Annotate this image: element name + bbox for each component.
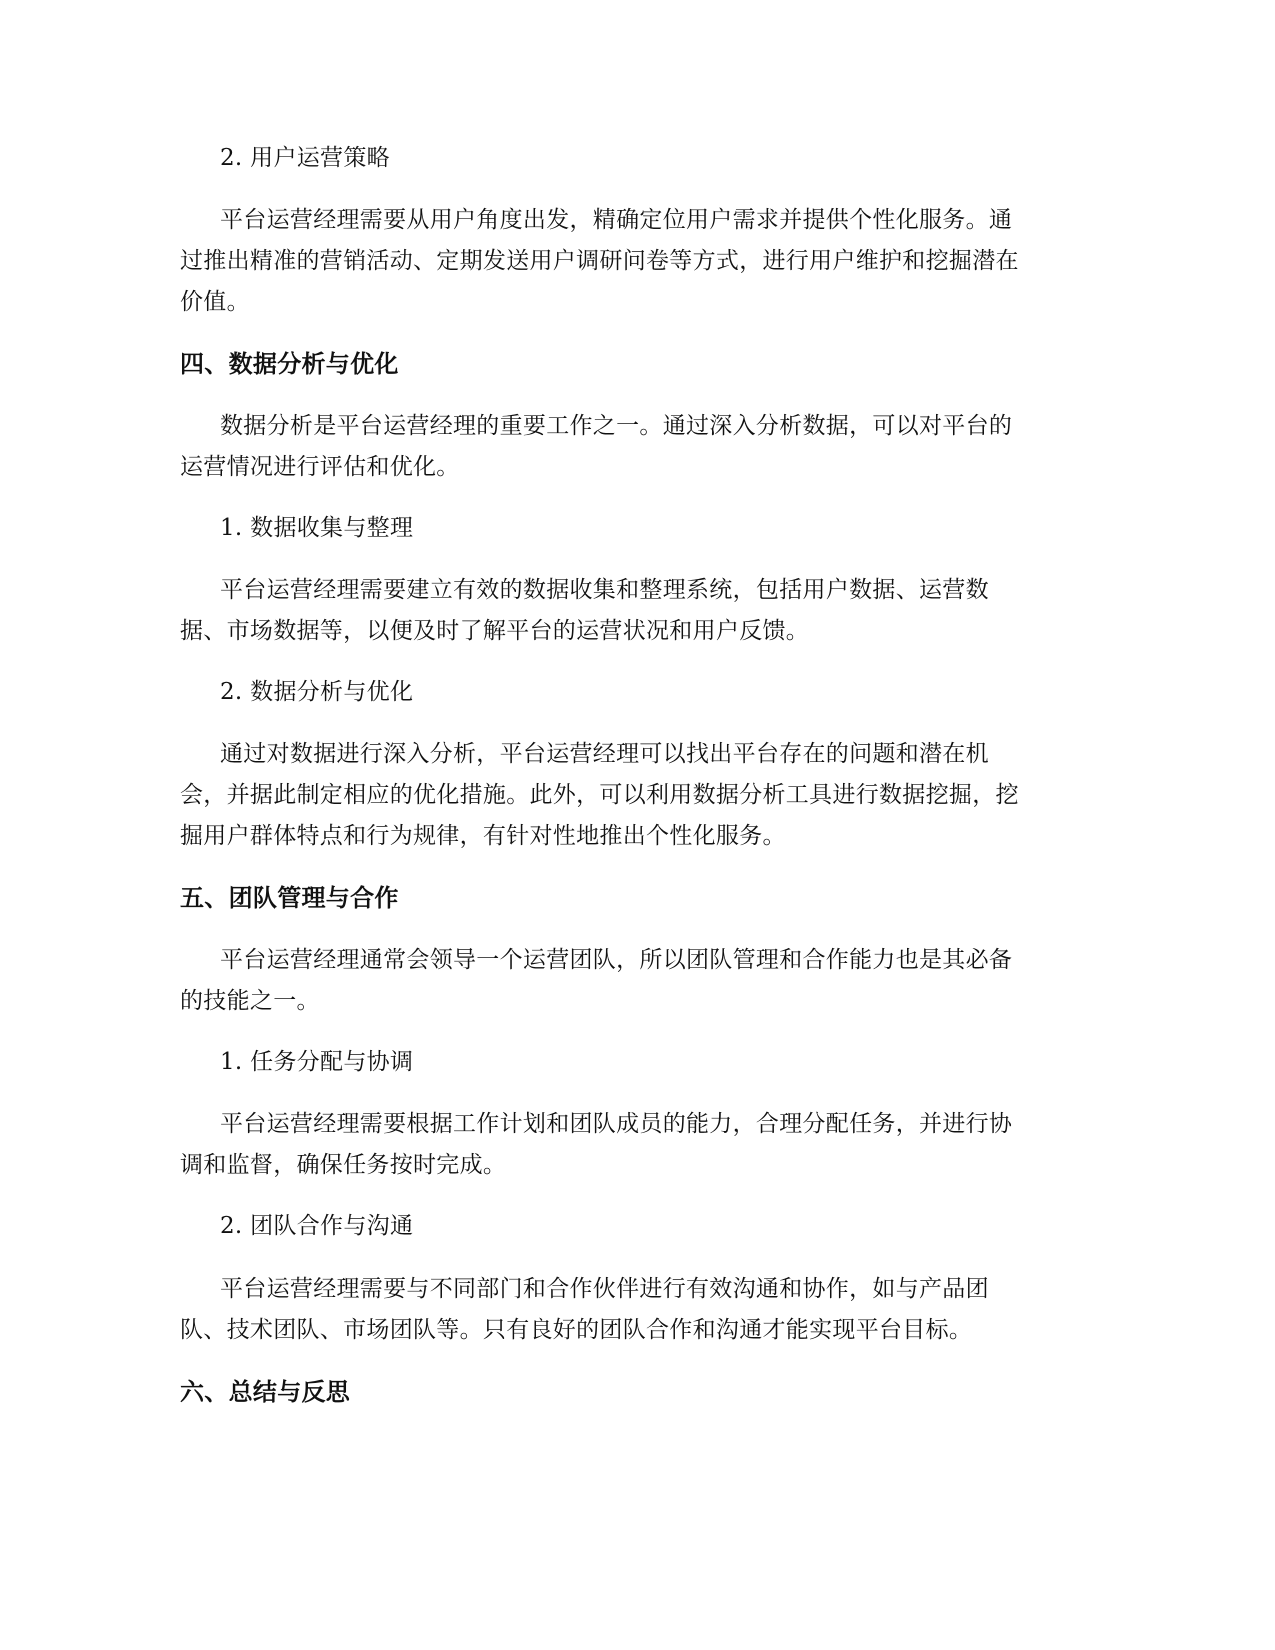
paragraph-line: 据、市场数据等，以便及时了解平台的运营状况和用户反馈。 [180,618,810,644]
subheading-team-cooperation: 2. 团队合作与沟通 [220,1213,414,1239]
paragraph-line: 平台运营经理需要与不同部门和合作伙伴进行有效沟通和协作，如与产品团 [220,1276,989,1302]
paragraph-line: 的技能之一。 [180,988,320,1014]
section-heading-team-management: 五、团队管理与合作 [180,884,399,912]
paragraph-line: 过推出精准的营销活动、定期发送用户调研问卷等方式，进行用户维护和挖掘潜在 [180,248,1019,274]
subheading-task-assignment: 1. 任务分配与协调 [220,1049,414,1075]
paragraph-line: 价值。 [180,289,250,315]
paragraph-line: 掘用户群体特点和行为规律，有针对性地推出个性化服务。 [180,823,786,849]
paragraph-line: 平台运营经理需要根据工作计划和团队成员的能力，合理分配任务，并进行协 [220,1111,1013,1137]
subheading-data-collection: 1. 数据收集与整理 [220,515,414,541]
paragraph-line: 数据分析是平台运营经理的重要工作之一。通过深入分析数据，可以对平台的 [220,413,1013,439]
paragraph-line: 平台运营经理需要从用户角度出发，精确定位用户需求并提供个性化服务。通 [220,207,1013,233]
paragraph-line: 通过对数据进行深入分析，平台运营经理可以找出平台存在的问题和潜在机 [220,741,989,767]
section-heading-data-analysis: 四、数据分析与优化 [180,350,399,378]
paragraph-line: 调和监督，确保任务按时完成。 [180,1152,507,1178]
subheading-data-analysis-optimization: 2. 数据分析与优化 [220,679,414,705]
paragraph-line: 队、技术团队、市场团队等。只有良好的团队合作和沟通才能实现平台目标。 [180,1317,973,1343]
paragraph-line: 运营情况进行评估和优化。 [180,454,460,480]
paragraph-line: 平台运营经理需要建立有效的数据收集和整理系统，包括用户数据、运营数 [220,577,989,603]
section-heading-summary: 六、总结与反思 [180,1378,351,1406]
subheading-user-operation-strategy: 2. 用户运营策略 [220,145,390,171]
paragraph-line: 会，并据此制定相应的优化措施。此外，可以利用数据分析工具进行数据挖掘，挖 [180,782,1019,808]
paragraph-line: 平台运营经理通常会领导一个运营团队，所以团队管理和合作能力也是其必备 [220,947,1013,973]
